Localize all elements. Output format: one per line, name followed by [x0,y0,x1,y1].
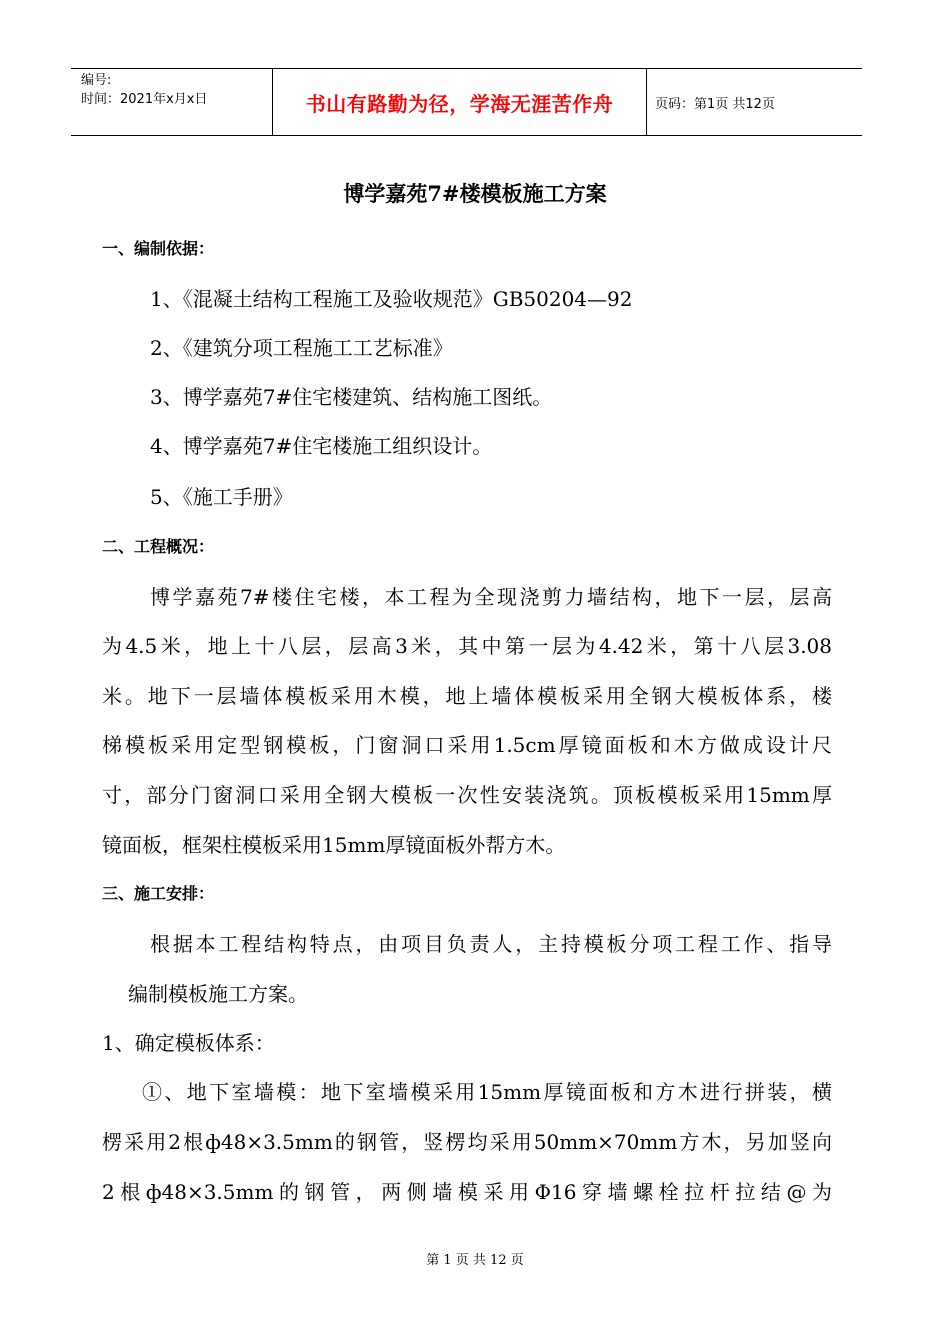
paragraph-line: 博学嘉苑7#楼住宅楼，本工程为全现浇剪力墙结构，地下一层，层高 [150,585,832,609]
list-item: 4、博学嘉苑7#住宅楼施工组织设计。 [150,434,493,458]
list-item: 2、《建筑分项工程施工工艺标准》 [150,336,453,360]
header-left-cell [71,69,273,135]
paragraph-line: 寸，部分门窗洞口采用全钢大模板一次性安装浇筑。顶板模板采用15mm厚 [102,783,832,807]
paragraph-line: 梯模板采用定型钢模板，门窗洞口采用1.5cm厚镜面板和木方做成设计尺 [102,733,832,757]
list-item: 1、《混凝土结构工程施工及验收规范》GB50204—92 [150,287,633,311]
list-item: 3、博学嘉苑7#住宅楼建筑、结构施工图纸。 [150,385,553,409]
sub-heading: 1、确定模板体系： [102,1031,275,1055]
list-item: 5、《施工手册》 [150,485,293,509]
paragraph-line: ①、地下室墙模：地下室墙模采用15mm厚镜面板和方木进行拼装，横 [142,1080,832,1104]
paragraph-line: 为4.5米，地上十八层，层高3米，其中第一层为4.42米，第十八层3.08 [102,634,832,658]
document-header [71,68,862,136]
document-title: 博学嘉苑7#楼模板施工方案 [343,181,607,206]
page-footer: 第 1 页 共 12 页 [426,1253,524,1268]
document-number-label: 编号: [81,73,112,88]
header-motto: 书山有路勤为径，学海无涯苦作舟 [273,69,647,135]
paragraph-line: 米。地下一层墙体模板采用木模，地上墙体模板采用全钢大模板体系，楼 [102,684,832,708]
header-page-info: 页码：第1页 共12页 [655,96,775,112]
section-heading-basis: 一、编制依据： [102,239,215,258]
section-heading-overview: 二、工程概况： [102,537,215,556]
section-heading-arrangement: 三、施工安排： [102,884,215,903]
paragraph-line: 镜面板，框架柱模板采用15mm厚镜面板外帮方木。 [102,833,566,857]
paragraph-line: 楞采用2根ф48×3.5mm的钢管，竖楞均采用50mm×70mm方木，另加竖向 [102,1130,832,1154]
paragraph-line: 2根ф48×3.5mm的钢管，两侧墙模采用Φ16穿墙螺栓拉杆拉结@为 [102,1180,832,1204]
paragraph-line: 编制模板施工方案。 [128,982,308,1006]
paragraph-line: 根据本工程结构特点，由项目负责人，主持模板分项工程工作、指导 [150,932,832,956]
document-time-label: 时间：2021年x月x日 [81,92,208,107]
